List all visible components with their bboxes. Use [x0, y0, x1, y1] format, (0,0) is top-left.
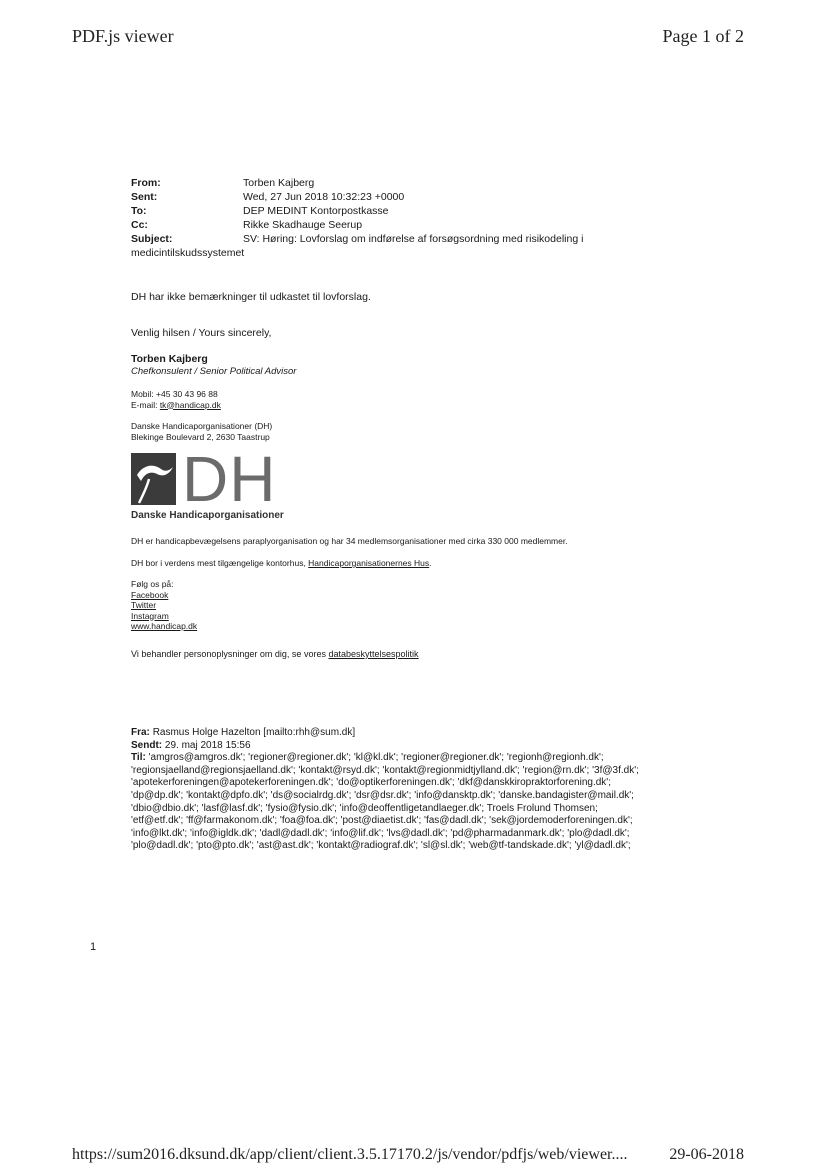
house-prefix: DH bor i verdens mest tilgængelige kontorhus, — [131, 558, 309, 568]
dh-logo-letters: DH — [182, 443, 277, 515]
privacy-prefix: Vi behandler personoplysninger om dig, se vores — [131, 649, 329, 659]
cc-row — [131, 218, 601, 232]
sent-label: Sent: — [131, 191, 158, 203]
signature-name: Torben Kajberg — [131, 353, 208, 365]
follow-label: Følg os på: — [131, 579, 174, 589]
signature-org — [131, 421, 272, 442]
org-address: Blekinge Boulevard 2, 2630 Taastrup — [131, 431, 270, 442]
viewer-title: PDF.js viewer — [72, 26, 174, 46]
subject-value: SV: Høring: Lovforslag om indførelse af forsøgsordning med risikodeling i — [243, 233, 584, 245]
to-row — [131, 204, 601, 218]
from-label: From: — [131, 177, 161, 189]
body-line: DH har ikke bemærkninger til udkastet til lovforslag. — [131, 291, 371, 303]
instagram-link[interactable]: Instagram — [131, 610, 169, 621]
signature-contact — [131, 389, 221, 410]
email-header — [131, 176, 601, 260]
facebook-link[interactable]: Facebook — [131, 589, 169, 600]
forwarded-header — [131, 727, 651, 853]
house-line — [131, 558, 432, 569]
sendt-label: Sendt: — [131, 739, 163, 751]
sent-value: Wed, 27 Jun 2018 10:32:23 +0000 — [243, 191, 405, 203]
til-value: 'amgros@amgros.dk'; 'regioner@regioner.dk'; 'kl@kl.dk'; 'regioner@regioner.dk'; 'regionh@regionh.dk'; 'regionsjaelland@regionsjaelland.dk'; 'kontakt@rsyd.dk'; 'kontakt@regionmidtjylland.dk'; 'region@rn.dk'; '3f@3f.dk'; 'apotekerforeningen@apotekerforeningen.dk'; 'do@optikerforeningen.dk'; 'dkf@danskkiropraktorforening.dk'; 'dp@dp.dk'; 'kontakt@dpfo.dk'; 'ds@socialrdg.dk'; 'dsr@dsr.dk'; 'info@dansktp.dk'; 'danske.bandagister@mail.dk'; 'dbio@dbio.dk'; 'lasf@lasf.dk'; 'fysio@fysio.dk'; 'info@deoffentligetandlaeger.dk'; Troels Frolund Thomsen; 'etf@etf.dk'; 'ff@farmakonom.dk'; 'foa@foa.dk'; 'post@diaetist.dk'; 'fas@dadl.dk'; 'sek@jordemoderforeningen.dk'; 'info@lkt.dk'; 'info@igldk.dk'; 'dadl@dadl.dk'; 'info@lif.dk'; 'lvs@dadl.dk'; 'pd@pharmadanmark.dk'; 'plo@dadl.dk'; 'plo@dadl.dk'; 'pto@pto.dk'; 'ast@ast.dk'; 'kontakt@radiograf.dk'; 'sl@sl.dk'; 'web@tf-tandskade.dk'; 'yl@dadl.dk'; — [131, 752, 639, 852]
sent-row — [131, 190, 601, 204]
to-value: DEP MEDINT Kontorpostkasse — [243, 205, 389, 217]
subject-continuation: medicintilskudssystemet — [131, 247, 245, 259]
footer-url: https://sum2016.dksund.dk/app/client/client.3.5.17170.2/js/vendor/pdfjs/web/viewer.... — [72, 1146, 628, 1163]
to-label: To: — [131, 205, 147, 217]
fra-row — [131, 727, 651, 740]
page-number: 1 — [90, 941, 97, 953]
subject-row — [131, 232, 601, 246]
fra-value: Rasmus Holge Hazelton [mailto:rhh@sum.dk] — [152, 727, 356, 738]
cc-value: Rikke Skadhauge Seerup — [243, 219, 363, 231]
house-link[interactable]: Handicaporganisationernes Hus — [308, 558, 430, 568]
signature-phone: Mobil: +45 30 43 96 88 — [131, 389, 218, 399]
til-label: Til: — [131, 752, 146, 764]
signature-title: Chefkonsulent / Senior Political Advisor — [131, 366, 297, 377]
cc-label: Cc: — [131, 219, 148, 231]
sendt-row — [131, 740, 651, 753]
dh-logo-bird-icon — [131, 453, 176, 505]
til-row — [131, 752, 651, 853]
follow-section — [131, 579, 197, 632]
from-value: Torben Kajberg — [243, 177, 315, 189]
privacy-link[interactable]: databeskyttelsespolitik — [328, 649, 419, 659]
website-link[interactable]: www.handicap.dk — [131, 621, 198, 631]
privacy-line — [131, 649, 419, 660]
signature-email-link[interactable]: tk@handicap.dk — [159, 399, 221, 410]
dh-logo — [131, 443, 277, 515]
footer-date: 29-06-2018 — [669, 1146, 744, 1163]
sendt-value: 29. maj 2018 15:56 — [164, 739, 251, 751]
house-suffix: . — [429, 558, 432, 568]
page-indicator: Page 1 of 2 — [662, 26, 744, 46]
signature-email-line — [131, 400, 221, 411]
org-description: DH er handicapbevægelsens paraplyorganisation og har 34 medlemsorganisationer med cirka 330 000 medlemmer. — [131, 536, 568, 546]
subject-label: Subject: — [131, 233, 173, 245]
from-row — [131, 176, 601, 190]
twitter-link[interactable]: Twitter — [131, 600, 157, 610]
fra-label: Fra: — [131, 727, 150, 738]
org-name: Danske Handicaporganisationer (DH) — [131, 421, 273, 431]
email-label: E-mail: — [131, 399, 160, 410]
greeting: Venlig hilsen / Yours sincerely, — [131, 327, 272, 339]
dh-logo-name: Danske Handicaporganisationer — [131, 510, 284, 521]
